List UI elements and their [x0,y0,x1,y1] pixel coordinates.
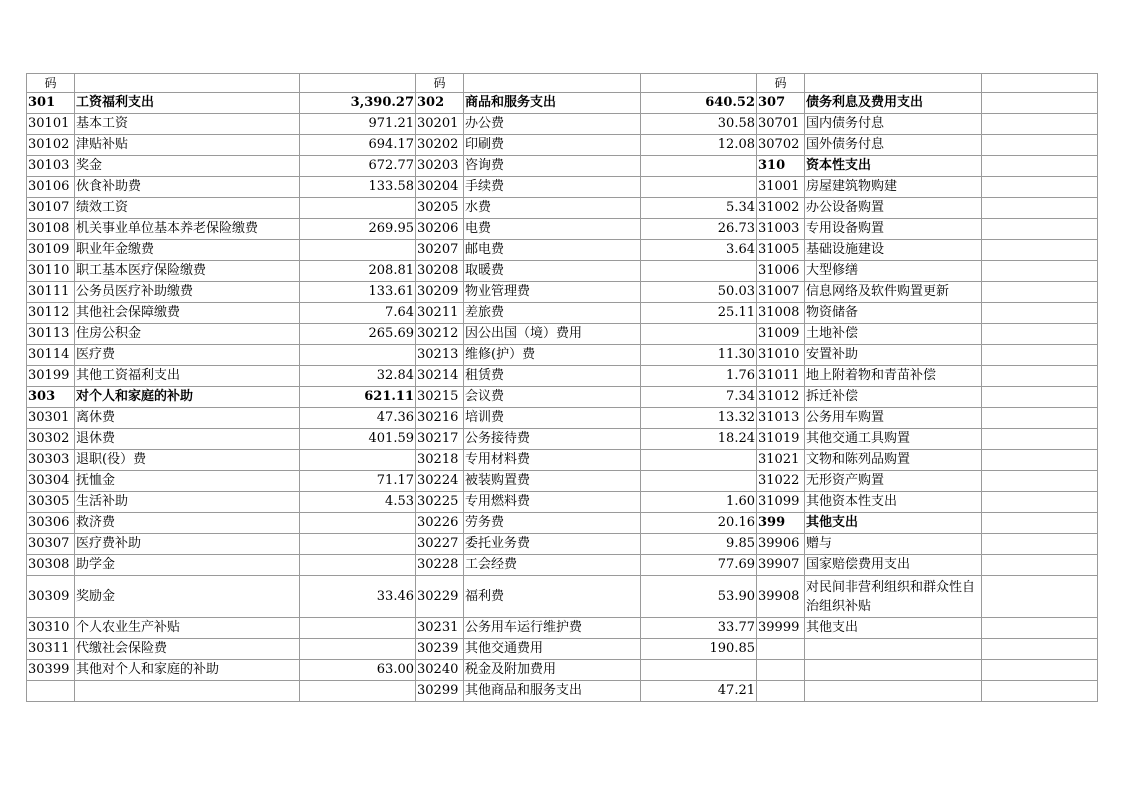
code-cell: 30231 [416,618,464,639]
code-cell: 30199 [27,366,75,387]
amount-cell: 208.81 [300,261,416,282]
code-cell: 30240 [416,660,464,681]
item-name-cell: 奖励金 [75,576,300,618]
item-name-cell: 赠与 [805,534,982,555]
code-cell: 30101 [27,114,75,135]
code-cell: 302 [416,93,464,114]
amount-cell [982,345,1098,366]
item-name-cell: 基础设施建设 [805,240,982,261]
table-header-row [27,74,1098,93]
code-cell: 31003 [757,219,805,240]
item-name-cell: 其他对个人和家庭的补助 [75,660,300,681]
item-name-cell: 其他社会保障缴费 [75,303,300,324]
amount-cell [982,618,1098,639]
table-row [27,639,1098,660]
code-cell: 30208 [416,261,464,282]
table-row [27,135,1098,156]
amount-cell: 32.84 [300,366,416,387]
code-cell: 31005 [757,240,805,261]
amount-cell: 269.95 [300,219,416,240]
header-blank-cell [75,74,300,93]
item-name-cell: 机关事业单位基本养老保险缴费 [75,219,300,240]
item-name-cell: 医疗费 [75,345,300,366]
table-row [27,618,1098,639]
amount-cell: 3,390.27 [300,93,416,114]
code-cell: 30227 [416,534,464,555]
amount-cell [300,198,416,219]
code-cell: 30224 [416,471,464,492]
amount-cell: 4.53 [300,492,416,513]
item-name-cell: 奖金 [75,156,300,177]
code-cell: 30226 [416,513,464,534]
code-cell: 30202 [416,135,464,156]
code-cell: 31013 [757,408,805,429]
item-name-cell: 其他资本性支出 [805,492,982,513]
item-name-cell: 其他商品和服务支出 [464,681,641,702]
table-row [27,555,1098,576]
code-cell: 30206 [416,219,464,240]
amount-cell [982,114,1098,135]
code-cell: 30309 [27,576,75,618]
code-cell: 31022 [757,471,805,492]
amount-cell [982,492,1098,513]
item-name-cell: 福利费 [464,576,641,618]
item-name-cell: 对个人和家庭的补助 [75,387,300,408]
code-cell: 31010 [757,345,805,366]
code-cell: 30114 [27,345,75,366]
code-cell: 30102 [27,135,75,156]
item-name-cell: 安置补助 [805,345,982,366]
table-row [27,408,1098,429]
amount-cell: 11.30 [641,345,757,366]
table-row [27,576,1098,618]
amount-cell [982,177,1098,198]
item-name-cell: 资本性支出 [805,156,982,177]
amount-cell [982,135,1098,156]
amount-cell [982,660,1098,681]
amount-cell: 1.60 [641,492,757,513]
item-name-cell: 职工基本医疗保险缴费 [75,261,300,282]
header-blank-cell [464,74,641,93]
code-cell: 30203 [416,156,464,177]
amount-cell [982,555,1098,576]
amount-cell [982,198,1098,219]
amount-cell: 1.76 [641,366,757,387]
item-name-cell: 代缴社会保险费 [75,639,300,660]
amount-cell [982,303,1098,324]
item-name-cell: 会议费 [464,387,641,408]
code-cell: 30103 [27,156,75,177]
amount-cell [641,177,757,198]
table-row [27,303,1098,324]
amount-cell [641,261,757,282]
item-name-cell: 工资福利支出 [75,93,300,114]
code-cell: 30209 [416,282,464,303]
amount-cell: 13.32 [641,408,757,429]
amount-cell [982,261,1098,282]
item-name-cell: 土地补偿 [805,324,982,345]
code-cell: 30225 [416,492,464,513]
amount-cell: 133.58 [300,177,416,198]
amount-cell [982,282,1098,303]
code-cell: 31008 [757,303,805,324]
code-cell: 30215 [416,387,464,408]
table-row [27,261,1098,282]
table-row [27,366,1098,387]
amount-cell [982,366,1098,387]
item-name-cell: 工会经费 [464,555,641,576]
item-name-cell: 其他交通费用 [464,639,641,660]
code-cell: 30701 [757,114,805,135]
code-cell: 30305 [27,492,75,513]
item-name-cell: 物业管理费 [464,282,641,303]
code-cell [27,681,75,702]
item-name-cell: 取暖费 [464,261,641,282]
item-name-cell: 印刷费 [464,135,641,156]
code-cell: 30216 [416,408,464,429]
table-row [27,387,1098,408]
header-blank-cell [300,74,416,93]
amount-cell: 25.11 [641,303,757,324]
table-row [27,114,1098,135]
amount-cell [982,219,1098,240]
code-cell: 307 [757,93,805,114]
code-cell: 30108 [27,219,75,240]
amount-cell [641,660,757,681]
item-name-cell: 债务利息及费用支出 [805,93,982,114]
item-name-cell: 公务员医疗补助缴费 [75,282,300,303]
amount-cell [982,576,1098,618]
item-name-cell: 退休费 [75,429,300,450]
code-cell: 31099 [757,492,805,513]
item-name-cell: 救济费 [75,513,300,534]
item-name-cell: 专用设备购置 [805,219,982,240]
code-cell: 39999 [757,618,805,639]
amount-cell: 50.03 [641,282,757,303]
header-blank-cell [982,74,1098,93]
amount-cell [300,555,416,576]
item-name-cell [805,639,982,660]
item-name-cell: 对民间非营利组织和群众性自治组织补贴 [805,576,982,618]
code-cell: 30110 [27,261,75,282]
table-row [27,534,1098,555]
header-code-cell: 码 [757,74,805,93]
code-cell: 31012 [757,387,805,408]
item-name-cell: 专用燃料费 [464,492,641,513]
item-name-cell: 住房公积金 [75,324,300,345]
code-cell: 30702 [757,135,805,156]
header-blank-cell [641,74,757,93]
amount-cell [300,618,416,639]
item-name-cell: 税金及附加费用 [464,660,641,681]
code-cell: 30106 [27,177,75,198]
item-name-cell: 离休费 [75,408,300,429]
code-cell: 30207 [416,240,464,261]
code-cell: 39906 [757,534,805,555]
code-cell: 30228 [416,555,464,576]
amount-cell: 265.69 [300,324,416,345]
amount-cell: 401.59 [300,429,416,450]
code-cell: 30311 [27,639,75,660]
table-row [27,93,1098,114]
table-row [27,492,1098,513]
table-row [27,282,1098,303]
amount-cell [641,156,757,177]
table-row [27,450,1098,471]
code-cell: 30308 [27,555,75,576]
code-cell: 30201 [416,114,464,135]
item-name-cell: 公务用车运行维护费 [464,618,641,639]
item-name-cell: 商品和服务支出 [464,93,641,114]
code-cell: 31021 [757,450,805,471]
amount-cell [982,639,1098,660]
item-name-cell: 被装购置费 [464,471,641,492]
item-name-cell: 抚恤金 [75,471,300,492]
amount-cell [300,534,416,555]
amount-cell: 7.64 [300,303,416,324]
amount-cell: 63.00 [300,660,416,681]
item-name-cell: 津贴补贴 [75,135,300,156]
table-row [27,156,1098,177]
amount-cell [982,534,1098,555]
amount-cell [300,345,416,366]
amount-cell: 694.17 [300,135,416,156]
code-cell: 31011 [757,366,805,387]
item-name-cell: 其他支出 [805,513,982,534]
code-cell: 30217 [416,429,464,450]
item-name-cell: 咨询费 [464,156,641,177]
item-name-cell: 国外债务付息 [805,135,982,156]
amount-cell [982,513,1098,534]
item-name-cell: 物资储备 [805,303,982,324]
item-name-cell: 职业年金缴费 [75,240,300,261]
code-cell: 30214 [416,366,464,387]
item-name-cell: 个人农业生产补贴 [75,618,300,639]
item-name-cell: 手续费 [464,177,641,198]
code-cell: 303 [27,387,75,408]
item-name-cell: 办公设备购置 [805,198,982,219]
amount-cell [300,639,416,660]
code-cell: 30218 [416,450,464,471]
amount-cell [300,513,416,534]
code-cell [757,639,805,660]
code-cell: 30303 [27,450,75,471]
code-cell: 30399 [27,660,75,681]
code-cell: 30299 [416,681,464,702]
header-code-cell: 码 [416,74,464,93]
code-cell: 310 [757,156,805,177]
item-name-cell: 租赁费 [464,366,641,387]
code-cell: 30304 [27,471,75,492]
code-cell: 30301 [27,408,75,429]
item-name-cell: 差旅费 [464,303,641,324]
amount-cell [982,240,1098,261]
amount-cell: 20.16 [641,513,757,534]
item-name-cell: 信息网络及软件购置更新 [805,282,982,303]
expenditure-table [26,73,1098,702]
table-row [27,471,1098,492]
code-cell: 30107 [27,198,75,219]
amount-cell: 621.11 [300,387,416,408]
item-name-cell: 国内债务付息 [805,114,982,135]
amount-cell: 53.90 [641,576,757,618]
code-cell: 399 [757,513,805,534]
code-cell: 30109 [27,240,75,261]
amount-cell: 3.64 [641,240,757,261]
code-cell: 30204 [416,177,464,198]
item-name-cell: 助学金 [75,555,300,576]
amount-cell: 33.77 [641,618,757,639]
item-name-cell: 专用材料费 [464,450,641,471]
code-cell: 30306 [27,513,75,534]
amount-cell: 190.85 [641,639,757,660]
amount-cell [300,450,416,471]
amount-cell [982,93,1098,114]
code-cell: 301 [27,93,75,114]
item-name-cell: 无形资产购置 [805,471,982,492]
item-name-cell: 地上附着物和青苗补偿 [805,366,982,387]
amount-cell [300,240,416,261]
table-row [27,198,1098,219]
item-name-cell: 邮电费 [464,240,641,261]
item-name-cell: 其他工资福利支出 [75,366,300,387]
code-cell: 30211 [416,303,464,324]
item-name-cell: 其他支出 [805,618,982,639]
item-name-cell [805,660,982,681]
amount-cell: 47.36 [300,408,416,429]
amount-cell: 7.34 [641,387,757,408]
item-name-cell: 委托业务费 [464,534,641,555]
table-row [27,240,1098,261]
code-cell: 30213 [416,345,464,366]
amount-cell: 12.08 [641,135,757,156]
code-cell: 30113 [27,324,75,345]
item-name-cell: 伙食补助费 [75,177,300,198]
code-cell [757,660,805,681]
code-cell: 31019 [757,429,805,450]
item-name-cell: 劳务费 [464,513,641,534]
amount-cell [641,324,757,345]
item-name-cell [75,681,300,702]
item-name-cell: 大型修缮 [805,261,982,282]
code-cell: 30112 [27,303,75,324]
item-name-cell: 公务用车购置 [805,408,982,429]
item-name-cell: 公务接待费 [464,429,641,450]
table-row [27,513,1098,534]
amount-cell: 133.61 [300,282,416,303]
item-name-cell: 培训费 [464,408,641,429]
item-name-cell: 其他交通工具购置 [805,429,982,450]
table-row [27,219,1098,240]
table-row [27,345,1098,366]
code-cell: 31006 [757,261,805,282]
amount-cell: 47.21 [641,681,757,702]
item-name-cell: 维修(护）费 [464,345,641,366]
amount-cell: 971.21 [300,114,416,135]
table-row [27,660,1098,681]
amount-cell [982,450,1098,471]
item-name-cell: 基本工资 [75,114,300,135]
item-name-cell: 绩效工资 [75,198,300,219]
item-name-cell: 医疗费补助 [75,534,300,555]
item-name-cell: 水费 [464,198,641,219]
amount-cell: 640.52 [641,93,757,114]
item-name-cell [805,681,982,702]
amount-cell: 71.17 [300,471,416,492]
item-name-cell: 拆迁补偿 [805,387,982,408]
code-cell: 30239 [416,639,464,660]
amount-cell: 9.85 [641,534,757,555]
item-name-cell: 房屋建筑物购建 [805,177,982,198]
table-row [27,429,1098,450]
item-name-cell: 电费 [464,219,641,240]
amount-cell [982,681,1098,702]
amount-cell: 18.24 [641,429,757,450]
code-cell: 31007 [757,282,805,303]
amount-cell [300,681,416,702]
code-cell: 30310 [27,618,75,639]
item-name-cell: 因公出国（境）费用 [464,324,641,345]
amount-cell [982,429,1098,450]
amount-cell [641,450,757,471]
code-cell: 30212 [416,324,464,345]
code-cell: 30307 [27,534,75,555]
amount-cell: 30.58 [641,114,757,135]
code-cell [757,681,805,702]
amount-cell: 5.34 [641,198,757,219]
table-row [27,324,1098,345]
amount-cell [982,156,1098,177]
code-cell: 30302 [27,429,75,450]
table-row [27,177,1098,198]
amount-cell [982,471,1098,492]
code-cell: 39908 [757,576,805,618]
code-cell: 31001 [757,177,805,198]
code-cell: 30229 [416,576,464,618]
item-name-cell: 退职(役）费 [75,450,300,471]
amount-cell: 26.73 [641,219,757,240]
amount-cell: 33.46 [300,576,416,618]
code-cell: 39907 [757,555,805,576]
item-name-cell: 生活补助 [75,492,300,513]
amount-cell: 672.77 [300,156,416,177]
amount-cell [641,471,757,492]
item-name-cell: 文物和陈列品购置 [805,450,982,471]
amount-cell [982,387,1098,408]
code-cell: 30111 [27,282,75,303]
amount-cell [982,408,1098,429]
code-cell: 31009 [757,324,805,345]
header-blank-cell [805,74,982,93]
item-name-cell: 国家赔偿费用支出 [805,555,982,576]
code-cell: 30205 [416,198,464,219]
amount-cell [982,324,1098,345]
item-name-cell: 办公费 [464,114,641,135]
table-row [27,681,1098,702]
header-code-cell: 码 [27,74,75,93]
amount-cell: 77.69 [641,555,757,576]
code-cell: 31002 [757,198,805,219]
